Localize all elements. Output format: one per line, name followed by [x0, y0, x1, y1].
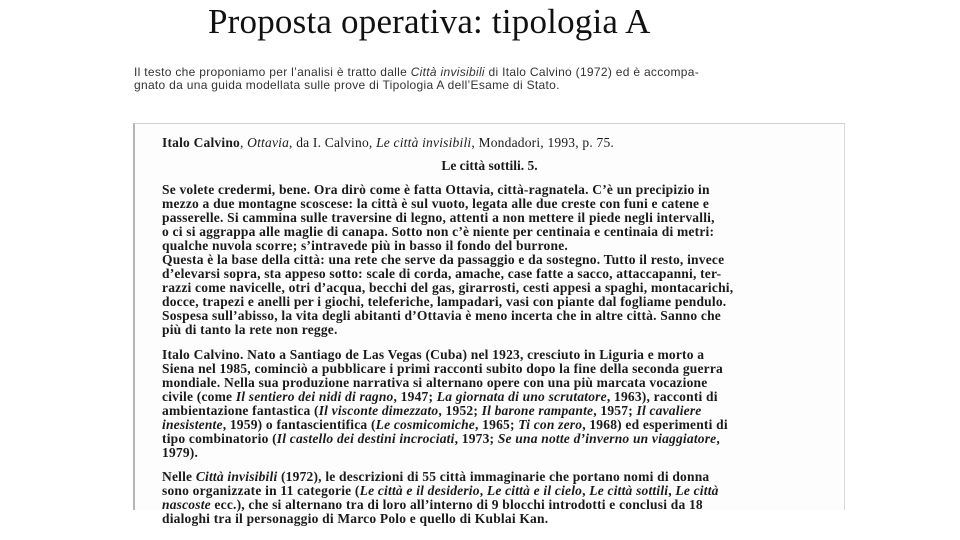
- slide-title: Proposta operativa: tipologia A: [208, 2, 651, 41]
- bio-text: , 1957;: [593, 403, 637, 418]
- closing-category: Le città sottili: [589, 483, 669, 498]
- intro-text: di Italo Calvino (1972) ed è accompa-: [484, 65, 700, 79]
- bio-work: Le cosmicomiche: [375, 417, 476, 432]
- bio-work: Ti con zero: [518, 417, 583, 432]
- passage-line: Sospesa sull’abisso, la vita degli abitanti d’Ottavia è meno incerta che in altre città. Sanno che: [162, 308, 721, 323]
- closing-text: ,: [668, 483, 676, 498]
- passage-line: passerelle. Si cammina sulle traversine di legno, attenti a non mettere il piede negli intervalli,: [162, 210, 715, 225]
- bio-text: , 1947;: [393, 389, 437, 404]
- closing-book-title: Città invisibili: [195, 469, 278, 484]
- citation-book: Le città invisibili: [376, 135, 472, 150]
- passage-line: mezzo a due montagne scoscese: la città è sul vuoto, legata alle due creste con funi e catene e: [162, 196, 710, 211]
- passage-line: d’elevarsi sopra, sta appeso sotto: scale di corda, amache, case fatte a sacco, attaccapanni, ter-: [162, 266, 722, 281]
- bio-work: Se una notte d’inverno un viaggiatore: [497, 431, 717, 446]
- bio-work: inesistente: [162, 417, 223, 432]
- bio-text: , 1973;: [454, 431, 498, 446]
- closing-line: [162, 484, 719, 498]
- bio-text: civile (come: [162, 389, 236, 404]
- closing-text: ,: [582, 483, 590, 498]
- bio-text: ,: [716, 431, 720, 446]
- bio-line: [162, 348, 704, 362]
- closing-text: ,: [479, 483, 487, 498]
- bio-work: Il visconte dimezzato: [318, 403, 439, 418]
- bio-work: Il barone rampante: [481, 403, 594, 418]
- bio-text: . Nato a Santiago de Las Vegas (Cuba) nel 1923, cresciuto in Liguria e morto a: [239, 347, 705, 362]
- section-title: Le città sottili. 5.: [441, 158, 538, 173]
- bio-line: [162, 390, 718, 404]
- intro-line-2: gnato da una guida modellata sulle prove di Tipologia A dell’Esame di Stato.: [134, 78, 560, 92]
- bio-work: Il cavaliere: [636, 403, 702, 418]
- closing-category: Le città e il desiderio: [359, 483, 480, 498]
- bio-text: , 1959) o fantascientifica (: [222, 417, 376, 432]
- passage-line: razzi come navicelle, otri d’acqua, becchi del gas, girarrosti, cesti appesi a spaghi, montacarichi,: [162, 280, 734, 295]
- citation-text: ,: [239, 135, 248, 150]
- intro-book-title: Città invisibili: [410, 65, 485, 79]
- closing-category: nascoste: [162, 497, 211, 512]
- bio-author: Italo Calvino: [162, 347, 240, 362]
- passage-line: Se volete credermi, bene. Ora dirò come è fatta Ottavia, città-ragnatela. C’è un precipizio in: [162, 182, 710, 197]
- bio-line: [162, 404, 702, 418]
- bio-text: , 1968) ed esperimenti di: [582, 417, 728, 432]
- bio-line: [162, 432, 720, 446]
- bio-line: [162, 418, 728, 432]
- closing-text: Nelle: [162, 469, 196, 484]
- passage-line: docce, trapezi e anelli per i giochi, teleferiche, lampadari, vasi con piante dal fogliame pendulo.: [162, 294, 727, 309]
- passage-line: Questa è la base della città: una rete che serve da passaggio e da sostegno. Tutto il resto, invece: [162, 252, 725, 267]
- bio-text: ambientazione fantastica (: [162, 403, 319, 418]
- citation-author: Italo Calvino: [162, 135, 240, 150]
- bio-line: mondiale. Nella sua produzione narrativa si alternano opere con una più marcata vocazione: [162, 375, 708, 390]
- closing-line: [162, 498, 703, 512]
- passage-line: o ci si aggrappa alle maglie di canapa. Sotto non c’è niente per centinaia e centinaia di metri:: [162, 224, 715, 239]
- closing-line: [162, 470, 709, 484]
- bio-work: La giornata di uno scrutatore: [436, 389, 607, 404]
- bio-work: Il castello dei destini incrociati: [276, 431, 455, 446]
- bio-text: , 1963), racconti di: [606, 389, 718, 404]
- closing-category: Le città: [675, 483, 719, 498]
- bio-text: , 1965;: [475, 417, 519, 432]
- bio-line: 1979).: [162, 445, 199, 460]
- closing-text: sono organizzate in 11 categorie (: [162, 483, 360, 498]
- citation: [162, 136, 614, 150]
- bio-work: Il sentiero dei nidi di ragno: [235, 389, 394, 404]
- citation-text: , da I. Calvino,: [289, 135, 377, 150]
- intro-paragraph: [134, 66, 850, 92]
- closing-category: Le città e il cielo: [486, 483, 583, 498]
- closing-line: dialoghi tra il personaggio di Marco Polo e quello di Kublai Kan.: [162, 511, 549, 526]
- closing-text: ecc.), che si alternano tra di loro all’interno di 9 blocchi introdotti e conclusi da 18: [210, 497, 703, 512]
- bio-text: , 1952;: [438, 403, 482, 418]
- scanned-page: [133, 123, 845, 526]
- bio-text: tipo combinatorio (: [162, 431, 277, 446]
- closing-text: (1972), le descrizioni di 55 città immaginarie che portano nomi di donna: [277, 469, 710, 484]
- passage-line: qualche nuvola scorre; s’intravede più in basso il fondo del burrone.: [162, 238, 568, 253]
- bio-line: Siena nel 1985, cominciò a pubblicare i primi racconti subito dopo la fine della seconda guerra: [162, 361, 724, 376]
- passage-line: più di tanto la rete non regge.: [162, 322, 338, 337]
- citation-text: , Mondadori, 1993, p. 75.: [471, 135, 614, 150]
- citation-work: Ottavia: [247, 135, 290, 150]
- intro-text: Il testo che proponiamo per l’analisi è tratto dalle: [134, 65, 411, 79]
